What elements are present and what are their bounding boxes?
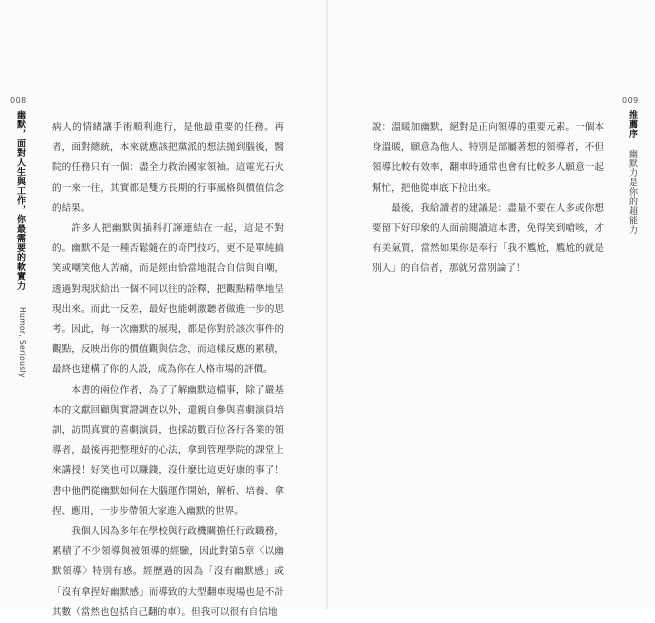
right-page xyxy=(328,0,655,609)
left-running-title xyxy=(14,110,28,378)
left-running-title-en: Humor, Seriously xyxy=(18,307,27,378)
left-paragraph-2: 許多人把幽默與插科打諢連結在一起，這是不對的。幽默不是一種否鬆隨在的奇門技巧，更不是單純搞笑或嘲笑他人苦痛，而是經由恰當地混合自信與自嘲，透過對現狀給出一個不同以往的詮釋，把觀點精準地呈現出來。而此一反差，最好也能刺激聽者做進一步的思考。因此，每一次幽默的展現，都是你對於該次事件的觀點，反映出你的價值觀與信念，而這樣反應的累積，最終也建構了你的人設，成為你在人格市場的評價。 xyxy=(52,223,284,376)
right-running-title xyxy=(626,110,637,235)
book-gutter xyxy=(326,0,328,609)
right-body-text xyxy=(372,118,604,280)
right-page-number: 009 xyxy=(622,96,639,105)
right-paragraph-1: 說：溫暖加幽默，絕對是正向領導的重要元素。一個本身溫暖，願意為他人、特別是部屬著想的領導者，不但領導比較有效率，翻車時通常也會有比較多人願意一起幫忙，把他從車底下拉出來。 xyxy=(372,122,604,194)
left-running-title-text: 幽默，面對人生與工作，你最需要的軟實力 xyxy=(15,110,25,291)
left-paragraph-1: 病人的情緒讓手術順利進行，是他最重要的任務。再者，面對總統，本來就應該把黨派的想法拋到腦後，醫院的任務只有一個：盡全力救治國家領袖。這電光石火的一來一往，其實都是雙方長期的行事風格與價值信念的結果。 xyxy=(52,122,284,214)
left-page-number: 008 xyxy=(10,96,27,105)
right-running-title-label: 推薦序 xyxy=(627,110,637,139)
right-paragraph-2: 最後，我給讀者的建議是：盡量不要在人多或你想要留下好印象的人面前閱讀這本書，免得笑到嗆咳，才有美氣質，當然如果你是奉行「我不尷尬，尷尬的就是別人」的自信者，那就另當別論了！ xyxy=(372,202,604,275)
right-running-title-text: 幽默力是你的超能力 xyxy=(627,149,637,235)
left-paragraph-3: 本書的兩位作者，為了了解幽默這檔事，除了嚴基本的文獻回顧與實證調查以外，還親自參與喜劇演員培訓，訪問真實的喜劇演員，也採訪數百位各行各業的領導者，最後再把整理好的心法，拿到管理學院的課堂上來講授！好笑也可以賺錢，沒什麼比這更好康的事了！書中他們從幽默如何在大腦運作開始，解析、培養、拿捏、應用，一步步帶領大家進入幽默的世界。 xyxy=(52,384,284,517)
left-body-text xyxy=(52,118,284,623)
left-paragraph-4: 我個人因為多年在學校與行政機關擔任行政職務，累積了不少領導與被領導的經驗，因此對第5章〈以幽默領導〉特別有感。經歷過的因為「沒有幽默感」或「沒有拿捏好幽默感」而導致的大型翻車現場也是不計其數（當然也包括自己翻的車）。但我可以很有自信地 xyxy=(52,526,284,618)
